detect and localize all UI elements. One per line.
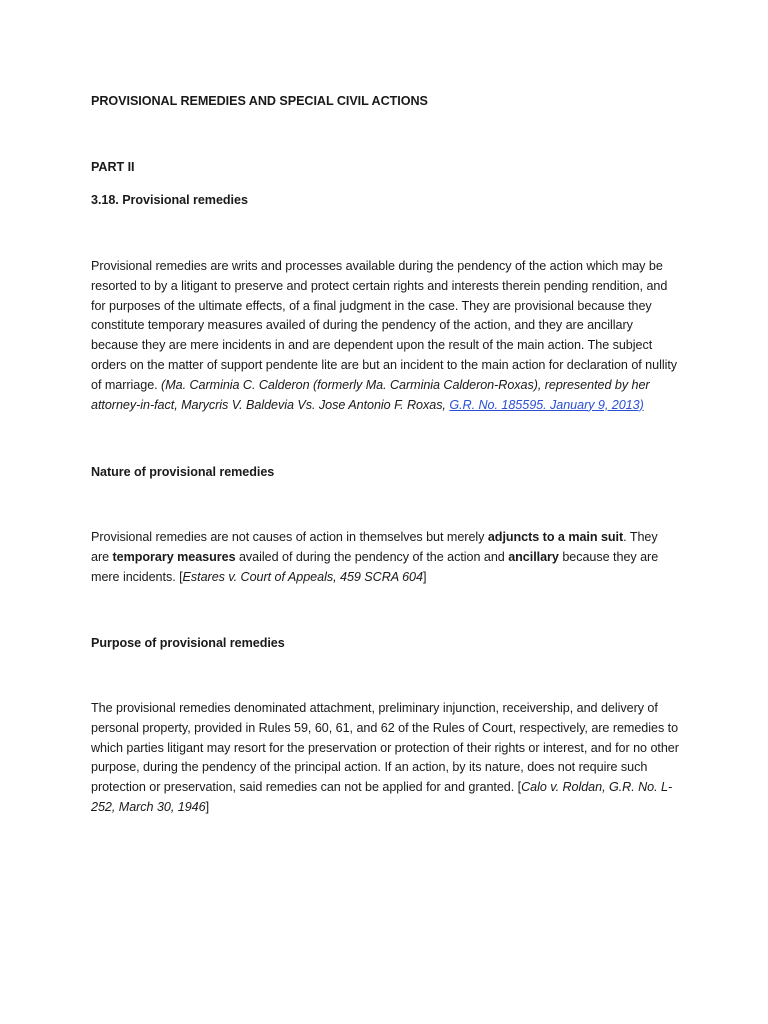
paragraph-nature-bold-3: ancillary (508, 549, 559, 564)
nature-heading: Nature of provisional remedies (91, 465, 275, 479)
paragraph-nature-text-5: ] (422, 569, 427, 584)
document-title: PROVISIONAL REMEDIES AND SPECIAL CIVIL ACTIONS (91, 94, 428, 108)
paragraph-nature-text-1: Provisional remedies are not causes of action in themselves but merely (91, 530, 488, 544)
paragraph-purpose-citation: Calo v. Roldan, G.R. No. L-252, March 30, 1946 (91, 780, 673, 814)
part-heading: PART II (91, 160, 135, 174)
paragraph-nature-bold-2: temporary measures (112, 549, 236, 564)
paragraph-nature (91, 528, 679, 587)
section-heading: 3.18. Provisional remedies (91, 193, 248, 207)
paragraph-nature-bold-1: adjuncts to a main suit (487, 530, 624, 544)
paragraph-nature-citation: Estares v. Court of Appeals, 459 SCRA 604 (182, 569, 423, 584)
paragraph-purpose (91, 699, 679, 818)
paragraph-purpose-text: The provisional remedies denominated attachment, preliminary injunction, receivership, and delivery of personal property, provided in Rules 59, 60, 61, and 62 of the Rules of Court, respectively, are remedies to which parties litigant may resort for the preservation or protection of their rights or interest, and for no other purpose, during the pendency of the principal action. If an action, by its nature, does not require such protection or preservation, said remedies can not be applied for and granted. [ (91, 701, 679, 795)
purpose-heading: Purpose of provisional remedies (91, 636, 285, 650)
paragraph-nature-text-3: availed of during the pendency of the action and (235, 549, 509, 564)
paragraph-definition-citation: (Ma. Carminia C. Calderon (formerly Ma. Carminia Calderon-Roxas), represented by her attorney-in-fact, Marycris V. Baldevia Vs. Jose Antonio F. Roxas, (91, 377, 650, 412)
paragraph-nature-text-4: because they are mere incidents. [ (91, 549, 659, 584)
paragraph-definition-text: Provisional remedies are writs and processes available during the pendency of the action which may be resorted to by a litigant to preserve and protect certain rights and interests therein pending rendition, and for purposes of the ultimate effects, of a final judgment in the case. They are provisional because they constitute temporary measures availed of during the pendency of the action, and they are ancillary because they are mere incidents in and are dependent upon the result of the main action. The subject orders on the matter of support pendente lite are but an incident to the main action for declaration of nullity of marriage. (91, 259, 678, 392)
paragraph-definition (91, 257, 679, 415)
paragraph-purpose-close: ] (205, 799, 210, 814)
paragraph-nature-text-2: . They are (91, 530, 658, 564)
case-citation-link[interactable]: G.R. No. 185595. January 9, 2013) (449, 397, 644, 412)
